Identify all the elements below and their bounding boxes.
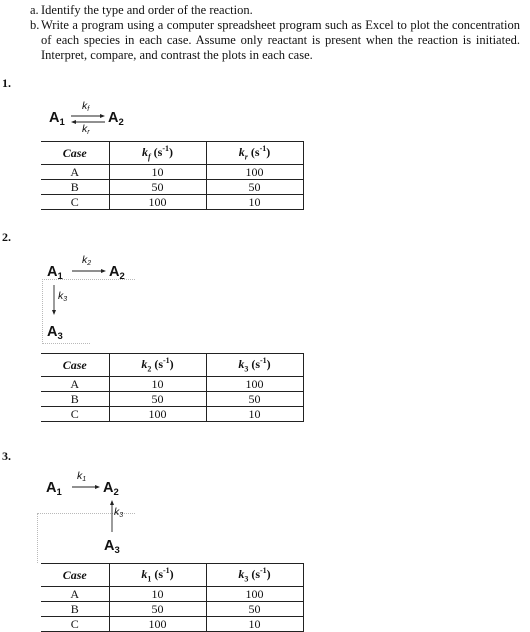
table-header-row <box>41 142 303 165</box>
header-case: Case <box>41 354 109 377</box>
selection-guide <box>37 513 38 563</box>
problem-2-number: 2. <box>2 230 11 244</box>
species-a3: $A_3$ <box>104 538 120 556</box>
problem-2-table <box>41 353 304 422</box>
table-row: C 100 10 <box>41 407 303 422</box>
species-a1: $A_1$ <box>46 480 62 498</box>
rate-k2: $k_2$ <box>82 254 92 267</box>
table-row: A 10 100 <box>41 587 303 602</box>
table-row: A 10 100 <box>41 377 303 392</box>
instruction-a-label: a. <box>30 3 39 17</box>
species-a3: $A_3$ <box>47 324 63 342</box>
instruction-b <box>30 18 522 66</box>
instruction-a <box>30 3 522 19</box>
rate-kf: $k_f$ <box>82 100 90 113</box>
table-row: B 50 50 <box>41 392 303 407</box>
instruction-a-text: Identify the type and order of the reaction. <box>41 3 253 17</box>
header-kf: $k_f$ $(s^{-1})$ <box>109 142 206 165</box>
table-header-row <box>41 564 303 587</box>
rate-kr: $k_r$ <box>82 123 90 136</box>
table-row: B 50 50 <box>41 602 303 617</box>
species-a2: $A_2$ <box>103 480 119 498</box>
header-case: Case <box>41 142 109 165</box>
species-a2: $A_2$ <box>109 264 125 282</box>
instruction-b-text: Write a program using a computer spreadsheet program such as Excel to plot the concentration of each species in each case. Assume only reactant is present when the reaction is initiated. Interpret, compare, and contrast the plots in each case. <box>41 18 520 62</box>
rate-k1: $k_1$ <box>77 470 87 483</box>
species-a1: $A_1$ <box>47 264 63 282</box>
header-k3: $k_3$ $(s^{-1})$ <box>206 564 303 587</box>
table-row: C 100 10 <box>41 617 303 632</box>
species-a2: $A_2$ <box>108 110 124 128</box>
selection-guide <box>42 343 90 344</box>
problem-3-table <box>41 563 304 632</box>
rate-k3: $k_3$ <box>58 290 68 303</box>
header-k3: $k_3$ $(s^{-1})$ <box>206 354 303 377</box>
species-a1: $A_1$ <box>49 110 65 128</box>
problem-1-number: 1. <box>2 76 11 90</box>
header-k1: $k_1$ $(s^{-1})$ <box>109 564 206 587</box>
header-case: Case <box>41 564 109 587</box>
rate-k3: $k_3$ <box>114 506 124 519</box>
header-kr: $k_r$ $(s^{-1})$ <box>206 142 303 165</box>
problem-3-number: 3. <box>2 449 11 463</box>
arrow-right-icon <box>71 482 101 492</box>
problem-1-table <box>41 141 304 210</box>
instruction-b-label: b. <box>30 18 40 32</box>
table-row: B 50 50 <box>41 180 303 195</box>
table-row: C 100 10 <box>41 195 303 210</box>
header-k2: $k_2$ $(s^{-1})$ <box>109 354 206 377</box>
table-row: A 10 100 <box>41 165 303 180</box>
table-header-row <box>41 354 303 377</box>
arrow-right-icon <box>71 266 107 276</box>
